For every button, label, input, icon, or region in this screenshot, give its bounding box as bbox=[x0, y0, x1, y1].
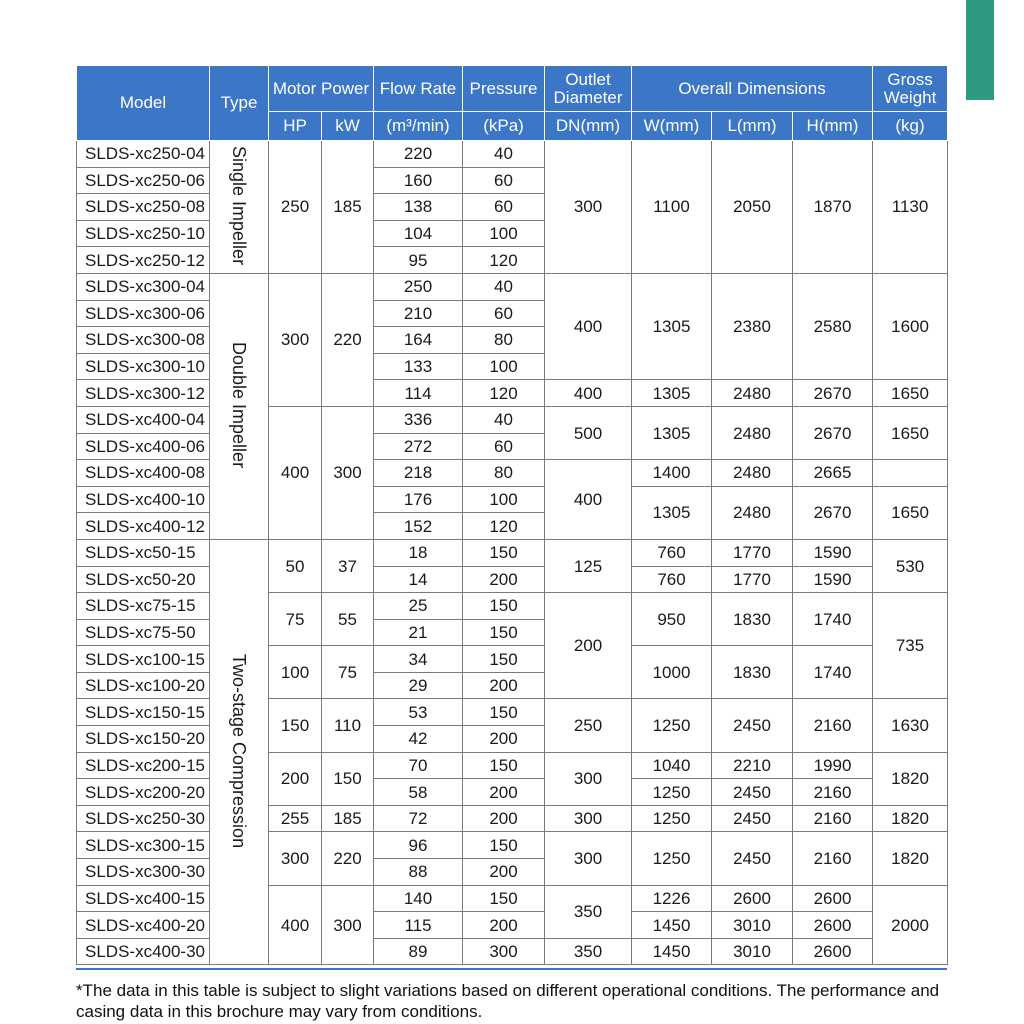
l-cell: 2480 bbox=[712, 486, 793, 539]
flow-cell: 114 bbox=[374, 380, 463, 407]
h-cell: 2160 bbox=[793, 699, 873, 752]
h-cell: 2670 bbox=[793, 406, 873, 459]
h-cell: 2160 bbox=[793, 805, 873, 832]
pressure-cell: 200 bbox=[463, 779, 545, 806]
w-cell: 1250 bbox=[632, 699, 712, 752]
flow-cell: 89 bbox=[374, 938, 463, 965]
flow-cell: 14 bbox=[374, 566, 463, 593]
w-cell: 1000 bbox=[632, 646, 712, 699]
kw-cell: 220 bbox=[322, 832, 374, 885]
dn-cell: 400 bbox=[545, 460, 632, 540]
hp-cell: 150 bbox=[269, 699, 322, 752]
h-cell: 2160 bbox=[793, 779, 873, 806]
w-cell: 1250 bbox=[632, 832, 712, 885]
l-cell: 2480 bbox=[712, 460, 793, 487]
h-cell: 2600 bbox=[793, 938, 873, 965]
flow-cell: 210 bbox=[374, 300, 463, 327]
kg-cell: 1650 bbox=[873, 486, 948, 539]
header-type: Type bbox=[210, 66, 269, 141]
table-row bbox=[77, 380, 948, 407]
table-row bbox=[77, 938, 948, 965]
l-cell: 2380 bbox=[712, 273, 793, 379]
model-cell: SLDS-xc400-04 bbox=[77, 406, 210, 433]
kg-cell: 530 bbox=[873, 539, 948, 592]
kg-cell: 1130 bbox=[873, 141, 948, 274]
dn-cell: 400 bbox=[545, 273, 632, 379]
model-cell: SLDS-xc50-20 bbox=[77, 566, 210, 593]
hp-cell: 250 bbox=[269, 141, 322, 274]
pressure-cell: 150 bbox=[463, 699, 545, 726]
model-cell: SLDS-xc400-12 bbox=[77, 513, 210, 540]
l-cell: 2480 bbox=[712, 406, 793, 459]
model-cell: SLDS-xc400-10 bbox=[77, 486, 210, 513]
pressure-cell: 200 bbox=[463, 566, 545, 593]
model-cell: SLDS-xc400-20 bbox=[77, 912, 210, 939]
type-cell bbox=[210, 539, 269, 965]
kw-cell: 150 bbox=[322, 752, 374, 805]
table-row bbox=[77, 885, 948, 912]
header-hp: HP bbox=[269, 112, 322, 141]
table-row bbox=[77, 460, 948, 487]
spec-table bbox=[76, 65, 948, 965]
flow-cell: 176 bbox=[374, 486, 463, 513]
w-cell: 760 bbox=[632, 539, 712, 566]
kg-cell: 1820 bbox=[873, 805, 948, 832]
pressure-cell: 80 bbox=[463, 460, 545, 487]
h-cell: 1590 bbox=[793, 566, 873, 593]
model-cell: SLDS-xc400-08 bbox=[77, 460, 210, 487]
w-cell: 1400 bbox=[632, 460, 712, 487]
flow-cell: 218 bbox=[374, 460, 463, 487]
dn-cell: 300 bbox=[545, 832, 632, 885]
l-cell: 3010 bbox=[712, 938, 793, 965]
model-cell: SLDS-xc300-06 bbox=[77, 300, 210, 327]
kw-cell: 300 bbox=[322, 406, 374, 539]
l-cell: 2450 bbox=[712, 832, 793, 885]
h-cell: 2600 bbox=[793, 912, 873, 939]
pressure-cell: 100 bbox=[463, 353, 545, 380]
table-row bbox=[77, 699, 948, 726]
h-cell: 1740 bbox=[793, 593, 873, 646]
pressure-cell: 150 bbox=[463, 619, 545, 646]
kg-cell: 1600 bbox=[873, 273, 948, 379]
pressure-cell: 200 bbox=[463, 859, 545, 886]
dn-cell: 300 bbox=[545, 141, 632, 274]
kg-cell: 1650 bbox=[873, 406, 948, 459]
flow-cell: 42 bbox=[374, 726, 463, 753]
kg-cell: 1630 bbox=[873, 699, 948, 752]
table-row bbox=[77, 566, 948, 593]
pressure-cell: 60 bbox=[463, 167, 545, 194]
pressure-cell: 150 bbox=[463, 832, 545, 859]
flow-cell: 34 bbox=[374, 646, 463, 673]
flow-cell: 140 bbox=[374, 885, 463, 912]
model-cell: SLDS-xc250-12 bbox=[77, 247, 210, 274]
pressure-cell: 150 bbox=[463, 752, 545, 779]
dn-cell: 350 bbox=[545, 938, 632, 965]
flow-cell: 164 bbox=[374, 327, 463, 354]
pressure-cell: 150 bbox=[463, 539, 545, 566]
hp-cell: 300 bbox=[269, 273, 322, 406]
w-cell: 1305 bbox=[632, 273, 712, 379]
dn-cell: 300 bbox=[545, 805, 632, 832]
flow-cell: 18 bbox=[374, 539, 463, 566]
pressure-cell: 40 bbox=[463, 406, 545, 433]
pressure-cell: 120 bbox=[463, 380, 545, 407]
flow-cell: 138 bbox=[374, 194, 463, 221]
kw-cell: 110 bbox=[322, 699, 374, 752]
h-cell: 1990 bbox=[793, 752, 873, 779]
model-cell: SLDS-xc50-15 bbox=[77, 539, 210, 566]
model-cell: SLDS-xc250-10 bbox=[77, 220, 210, 247]
model-cell: SLDS-xc200-15 bbox=[77, 752, 210, 779]
table-row bbox=[77, 486, 948, 513]
pressure-cell: 40 bbox=[463, 141, 545, 168]
pressure-cell: 100 bbox=[463, 486, 545, 513]
flow-cell: 29 bbox=[374, 672, 463, 699]
model-cell: SLDS-xc300-10 bbox=[77, 353, 210, 380]
table-header bbox=[77, 66, 948, 141]
w-cell: 1226 bbox=[632, 885, 712, 912]
dn-cell: 400 bbox=[545, 380, 632, 407]
header-flow-unit: (m³/min) bbox=[374, 112, 463, 141]
flow-cell: 53 bbox=[374, 699, 463, 726]
model-cell: SLDS-xc250-06 bbox=[77, 167, 210, 194]
dn-cell: 200 bbox=[545, 593, 632, 699]
flow-cell: 272 bbox=[374, 433, 463, 460]
h-cell: 1590 bbox=[793, 539, 873, 566]
l-cell: 2480 bbox=[712, 380, 793, 407]
hp-cell: 400 bbox=[269, 406, 322, 539]
table-row bbox=[77, 646, 948, 673]
type-cell bbox=[210, 273, 269, 539]
h-cell: 2665 bbox=[793, 460, 873, 487]
table-row bbox=[77, 593, 948, 620]
l-cell: 1770 bbox=[712, 539, 793, 566]
h-cell: 2670 bbox=[793, 380, 873, 407]
model-cell: SLDS-xc250-30 bbox=[77, 805, 210, 832]
model-cell: SLDS-xc150-15 bbox=[77, 699, 210, 726]
model-cell: SLDS-xc250-04 bbox=[77, 141, 210, 168]
pressure-cell: 60 bbox=[463, 194, 545, 221]
kg-cell: 1820 bbox=[873, 832, 948, 885]
kg-cell bbox=[873, 460, 948, 487]
model-cell: SLDS-xc100-20 bbox=[77, 672, 210, 699]
header-kw: kW bbox=[322, 112, 374, 141]
header-outlet-diameter: Outlet Diameter bbox=[545, 66, 632, 112]
w-cell: 1250 bbox=[632, 805, 712, 832]
w-cell: 1305 bbox=[632, 406, 712, 459]
flow-cell: 152 bbox=[374, 513, 463, 540]
table-row bbox=[77, 832, 948, 859]
l-cell: 2450 bbox=[712, 699, 793, 752]
pressure-cell: 200 bbox=[463, 726, 545, 753]
header-pressure-unit: (kPa) bbox=[463, 112, 545, 141]
header-overall-dimensions: Overall Dimensions bbox=[632, 66, 873, 112]
h-cell: 1740 bbox=[793, 646, 873, 699]
w-cell: 1305 bbox=[632, 380, 712, 407]
flow-cell: 133 bbox=[374, 353, 463, 380]
kw-cell: 220 bbox=[322, 273, 374, 406]
model-cell: SLDS-xc300-15 bbox=[77, 832, 210, 859]
l-cell: 2450 bbox=[712, 805, 793, 832]
flow-cell: 96 bbox=[374, 832, 463, 859]
header-pressure: Pressure bbox=[463, 66, 545, 112]
h-cell: 2160 bbox=[793, 832, 873, 885]
pressure-cell: 150 bbox=[463, 646, 545, 673]
l-cell: 2050 bbox=[712, 141, 793, 274]
header-gross-weight: Gross Weight bbox=[873, 66, 948, 112]
h-cell: 2670 bbox=[793, 486, 873, 539]
l-cell: 1830 bbox=[712, 593, 793, 646]
model-cell: SLDS-xc400-30 bbox=[77, 938, 210, 965]
kw-cell: 37 bbox=[322, 539, 374, 592]
kw-cell: 75 bbox=[322, 646, 374, 699]
hp-cell: 200 bbox=[269, 752, 322, 805]
flow-cell: 336 bbox=[374, 406, 463, 433]
dn-cell: 125 bbox=[545, 539, 632, 592]
flow-cell: 220 bbox=[374, 141, 463, 168]
model-cell: SLDS-xc300-12 bbox=[77, 380, 210, 407]
flow-cell: 25 bbox=[374, 593, 463, 620]
header-h: H(mm) bbox=[793, 112, 873, 141]
hp-cell: 50 bbox=[269, 539, 322, 592]
w-cell: 1250 bbox=[632, 779, 712, 806]
header-l: L(mm) bbox=[712, 112, 793, 141]
w-cell: 1450 bbox=[632, 938, 712, 965]
pressure-cell: 300 bbox=[463, 938, 545, 965]
pressure-cell: 200 bbox=[463, 805, 545, 832]
hp-cell: 75 bbox=[269, 593, 322, 646]
pressure-cell: 80 bbox=[463, 327, 545, 354]
model-cell: SLDS-xc400-06 bbox=[77, 433, 210, 460]
model-cell: SLDS-xc300-30 bbox=[77, 859, 210, 886]
header-dn: DN(mm) bbox=[545, 112, 632, 141]
table-row bbox=[77, 141, 948, 168]
kg-cell: 1820 bbox=[873, 752, 948, 805]
model-cell: SLDS-xc250-08 bbox=[77, 194, 210, 221]
table-row bbox=[77, 273, 948, 300]
header-model: Model bbox=[77, 66, 210, 141]
dn-cell: 300 bbox=[545, 752, 632, 805]
h-cell: 1870 bbox=[793, 141, 873, 274]
l-cell: 3010 bbox=[712, 912, 793, 939]
table-row bbox=[77, 406, 948, 433]
pressure-cell: 150 bbox=[463, 593, 545, 620]
table-row bbox=[77, 539, 948, 566]
flow-cell: 21 bbox=[374, 619, 463, 646]
pressure-cell: 200 bbox=[463, 672, 545, 699]
table-row bbox=[77, 912, 948, 939]
header-motor-power: Motor Power bbox=[269, 66, 374, 112]
pressure-cell: 120 bbox=[463, 513, 545, 540]
table-row bbox=[77, 752, 948, 779]
hp-cell: 300 bbox=[269, 832, 322, 885]
l-cell: 1830 bbox=[712, 646, 793, 699]
kg-cell: 735 bbox=[873, 593, 948, 699]
h-cell: 2580 bbox=[793, 273, 873, 379]
model-cell: SLDS-xc300-04 bbox=[77, 273, 210, 300]
table-row bbox=[77, 805, 948, 832]
l-cell: 1770 bbox=[712, 566, 793, 593]
pressure-cell: 150 bbox=[463, 885, 545, 912]
dn-cell: 500 bbox=[545, 406, 632, 459]
model-cell: SLDS-xc100-15 bbox=[77, 646, 210, 673]
flow-cell: 88 bbox=[374, 859, 463, 886]
pressure-cell: 200 bbox=[463, 912, 545, 939]
flow-cell: 104 bbox=[374, 220, 463, 247]
w-cell: 1100 bbox=[632, 141, 712, 274]
flow-cell: 115 bbox=[374, 912, 463, 939]
w-cell: 1450 bbox=[632, 912, 712, 939]
model-cell: SLDS-xc75-50 bbox=[77, 619, 210, 646]
hp-cell: 100 bbox=[269, 646, 322, 699]
model-cell: SLDS-xc400-15 bbox=[77, 885, 210, 912]
header-kg: (kg) bbox=[873, 112, 948, 141]
w-cell: 760 bbox=[632, 566, 712, 593]
pressure-cell: 100 bbox=[463, 220, 545, 247]
type-double-impeller: Double Impeller bbox=[229, 341, 249, 468]
footnote: *The data in this table is subject to slight variations based on different operational conditions. The performance and casing data in this brochure may vary from conditions. bbox=[76, 968, 947, 1022]
l-cell: 2450 bbox=[712, 779, 793, 806]
type-cell bbox=[210, 141, 269, 274]
kw-cell: 185 bbox=[322, 805, 374, 832]
flow-cell: 72 bbox=[374, 805, 463, 832]
w-cell: 1040 bbox=[632, 752, 712, 779]
pressure-cell: 120 bbox=[463, 247, 545, 274]
type-single-impeller: Single Impeller bbox=[229, 145, 249, 266]
flow-cell: 95 bbox=[374, 247, 463, 274]
l-cell: 2600 bbox=[712, 885, 793, 912]
kg-cell: 2000 bbox=[873, 885, 948, 965]
hp-cell: 255 bbox=[269, 805, 322, 832]
header-w: W(mm) bbox=[632, 112, 712, 141]
model-cell: SLDS-xc300-08 bbox=[77, 327, 210, 354]
dn-cell: 350 bbox=[545, 885, 632, 938]
table-body bbox=[77, 141, 948, 965]
w-cell: 950 bbox=[632, 593, 712, 646]
model-cell: SLDS-xc75-15 bbox=[77, 593, 210, 620]
flow-cell: 70 bbox=[374, 752, 463, 779]
hp-cell: 400 bbox=[269, 885, 322, 965]
header-flow-rate: Flow Rate bbox=[374, 66, 463, 112]
pressure-cell: 40 bbox=[463, 273, 545, 300]
flow-cell: 250 bbox=[374, 273, 463, 300]
w-cell: 1305 bbox=[632, 486, 712, 539]
model-cell: SLDS-xc200-20 bbox=[77, 779, 210, 806]
type-two-stage-compression: Two-stage Compression bbox=[229, 653, 249, 848]
table-row bbox=[77, 779, 948, 806]
flow-cell: 58 bbox=[374, 779, 463, 806]
flow-cell: 160 bbox=[374, 167, 463, 194]
h-cell: 2600 bbox=[793, 885, 873, 912]
kg-cell: 1650 bbox=[873, 380, 948, 407]
pressure-cell: 60 bbox=[463, 300, 545, 327]
model-cell: SLDS-xc150-20 bbox=[77, 726, 210, 753]
dn-cell: 250 bbox=[545, 699, 632, 752]
pressure-cell: 60 bbox=[463, 433, 545, 460]
kw-cell: 185 bbox=[322, 141, 374, 274]
kw-cell: 55 bbox=[322, 593, 374, 646]
corner-tab bbox=[966, 0, 994, 100]
kw-cell: 300 bbox=[322, 885, 374, 965]
l-cell: 2210 bbox=[712, 752, 793, 779]
